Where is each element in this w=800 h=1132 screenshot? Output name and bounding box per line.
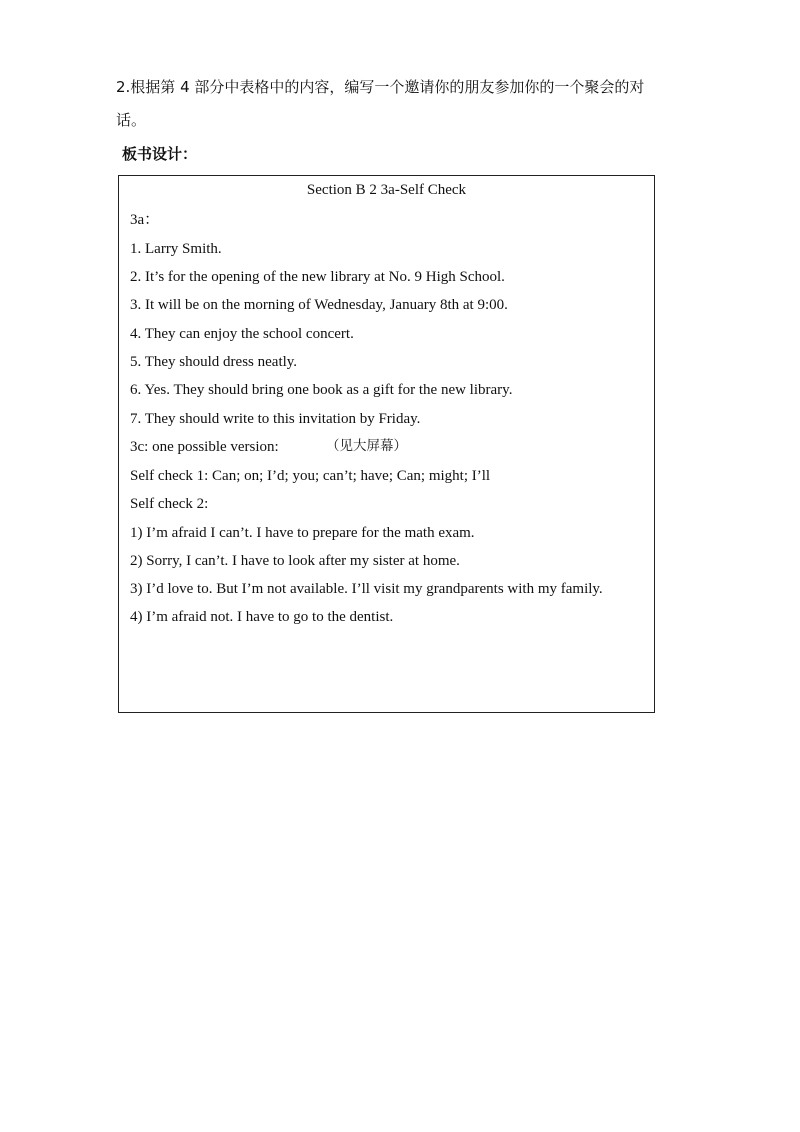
- self-check-2-answer-2: 2) Sorry, I can’t. I have to look after my sister at home.: [130, 553, 460, 569]
- answer-3a-5: 5. They should dress neatly.: [130, 354, 298, 370]
- board-title: Section B 2 3a-Self Check: [306, 182, 467, 198]
- label-3a: 3a：: [130, 212, 160, 228]
- answer-3a-1: 1. Larry Smith.: [130, 241, 222, 257]
- answer-3a-7: 7. They should write to this invitation by Friday.: [130, 411, 421, 427]
- self-check-2-answer-1: 1) I’m afraid I can’t. I have to prepare for the math exam.: [130, 525, 475, 541]
- answer-3a-4: 4. They can enjoy the school concert.: [130, 326, 354, 342]
- line-3c-label: 3c: one possible version:: [130, 439, 279, 455]
- answer-3a-3: 3. It will be on the morning of Wednesday, January 8th at 9:00.: [130, 297, 508, 313]
- answer-3a-2: 2. It’s for the opening of the new library at No. 9 High School.: [130, 269, 505, 285]
- self-check-2-label: Self check 2:: [130, 496, 209, 512]
- answer-3a-6: 6. Yes. They should bring one book as a gift for the new library.: [130, 382, 513, 398]
- self-check-1: Self check 1: Can; on; I’d; you; can’t; have; Can; might; I’ll: [130, 468, 491, 484]
- self-check-2-answer-3: 3) I’d love to. But I’m not available. I’ll visit my grandparents with my family.: [130, 581, 603, 597]
- task-instruction-line-1: 2.根据第 4 部分中表格中的内容，编写一个邀请你的朋友参加你的一个聚会的对: [116, 78, 645, 96]
- task-instruction-line-2: 话。: [116, 111, 147, 129]
- self-check-2-answer-4: 4) I’m afraid not. I have to go to the dentist.: [130, 609, 394, 625]
- line-3c-note: （见大屏幕）: [326, 438, 407, 454]
- board-design-heading: 板书设计：: [122, 145, 198, 163]
